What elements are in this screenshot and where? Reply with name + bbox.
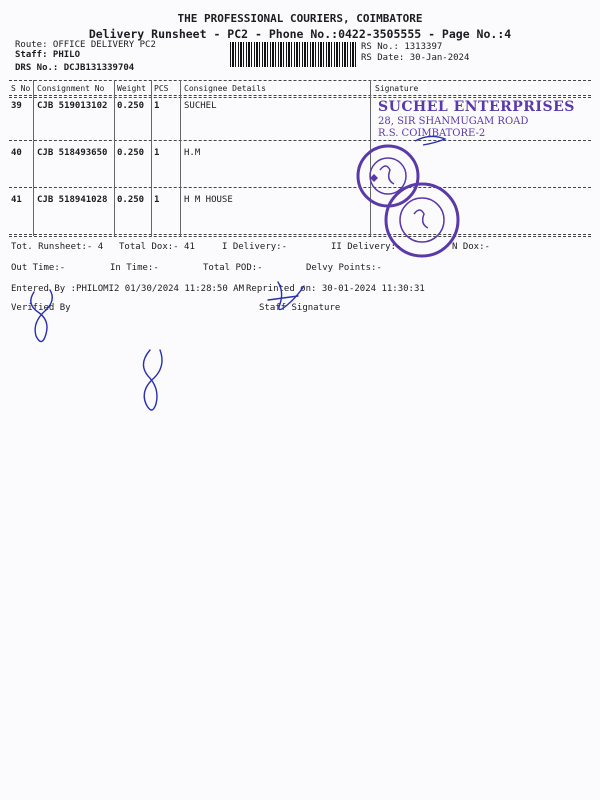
col-header-signature: Signature	[375, 84, 419, 93]
handwritten-signatures	[0, 270, 360, 430]
row-rule-3	[9, 187, 591, 188]
table-row-weight: 0.250	[117, 195, 145, 205]
company-title: THE PROFESSIONAL COURIERS, COIMBATORE	[177, 12, 423, 25]
col-divider	[180, 80, 181, 236]
runsheet-subtitle: Delivery Runsheet - PC2 - Phone No.:0422-3505555 - Page No.:4	[88, 27, 512, 41]
col-header-weight: Weight	[117, 84, 146, 93]
table-bottom-rule	[9, 234, 591, 235]
barcode	[230, 42, 356, 67]
table-row-consignment: CJB 519013102	[37, 101, 108, 111]
enterprise-stamp-address: 28, SIR SHANMUGAM ROAD	[378, 116, 529, 127]
table-row-pcs: 1	[154, 195, 160, 205]
col-header-sno: S No	[11, 84, 31, 93]
i-delivery: I Delivery:-	[222, 242, 288, 252]
table-row-sno: 41	[11, 195, 22, 205]
col-header-pcs: PCS	[154, 84, 169, 93]
row-rule-1	[9, 97, 591, 98]
table-row-consignment: CJB 518493650	[37, 148, 108, 158]
n-dox: N Dox:-	[452, 242, 490, 252]
in-time: In Time:-	[110, 263, 159, 273]
verified-by: Verified By	[11, 303, 71, 313]
out-time: Out Time:-	[11, 263, 66, 273]
rs-date: RS Date: 30-Jan-2024	[361, 53, 470, 63]
table-top-rule	[9, 80, 591, 81]
enterprise-stamp-city: R.S. COIMBATORE-2	[378, 128, 486, 139]
tot-runsheet: Tot. Runsheet:- 4	[11, 242, 104, 252]
drs-number: DRS No.: DCJB131339704	[15, 63, 135, 73]
col-header-consignment: Consignment No	[37, 84, 105, 93]
table-row-consignee: H M HOUSE	[184, 195, 233, 205]
table-row-consignee: SUCHEL	[184, 101, 217, 111]
route-label: Route: OFFICE DELIVERY PC2	[15, 40, 156, 50]
header-bottom-rule	[9, 95, 591, 96]
table-row-pcs: 1	[154, 148, 160, 158]
col-divider	[33, 80, 34, 236]
total-dox: Total Dox:- 41	[119, 242, 195, 252]
entered-by: Entered By :PHILOMI2 01/30/2024 11:28:50 AM	[11, 284, 244, 294]
table-row-pcs: 1	[154, 101, 160, 111]
table-row-weight: 0.250	[117, 148, 145, 158]
col-header-consignee: Consignee Details	[184, 84, 266, 93]
table-row-sno: 39	[11, 101, 22, 111]
table-row-weight: 0.250	[117, 101, 145, 111]
ii-delivery: II Delivery:-	[331, 242, 402, 252]
staff-signature: Staff Signature	[259, 303, 341, 313]
table-row-consignment: CJB 518941028	[37, 195, 108, 205]
rs-number: RS No.: 1313397	[361, 42, 443, 52]
staff-label: Staff: PHILO	[15, 50, 81, 60]
reprinted-on: Reprinted on: 30-01-2024 11:30:31	[246, 284, 425, 294]
row-rule-2	[9, 140, 591, 141]
col-divider	[114, 80, 115, 236]
table-bottom-rule-2	[9, 236, 591, 237]
delvy-points: Delvy Points:-	[306, 263, 382, 273]
enterprise-stamp-name: SUCHEL ENTERPRISES	[378, 99, 575, 115]
table-row-consignee: H.M	[184, 148, 201, 158]
total-pod: Total POD:-	[203, 263, 263, 273]
col-divider	[151, 80, 152, 236]
table-row-sno: 40	[11, 148, 22, 158]
